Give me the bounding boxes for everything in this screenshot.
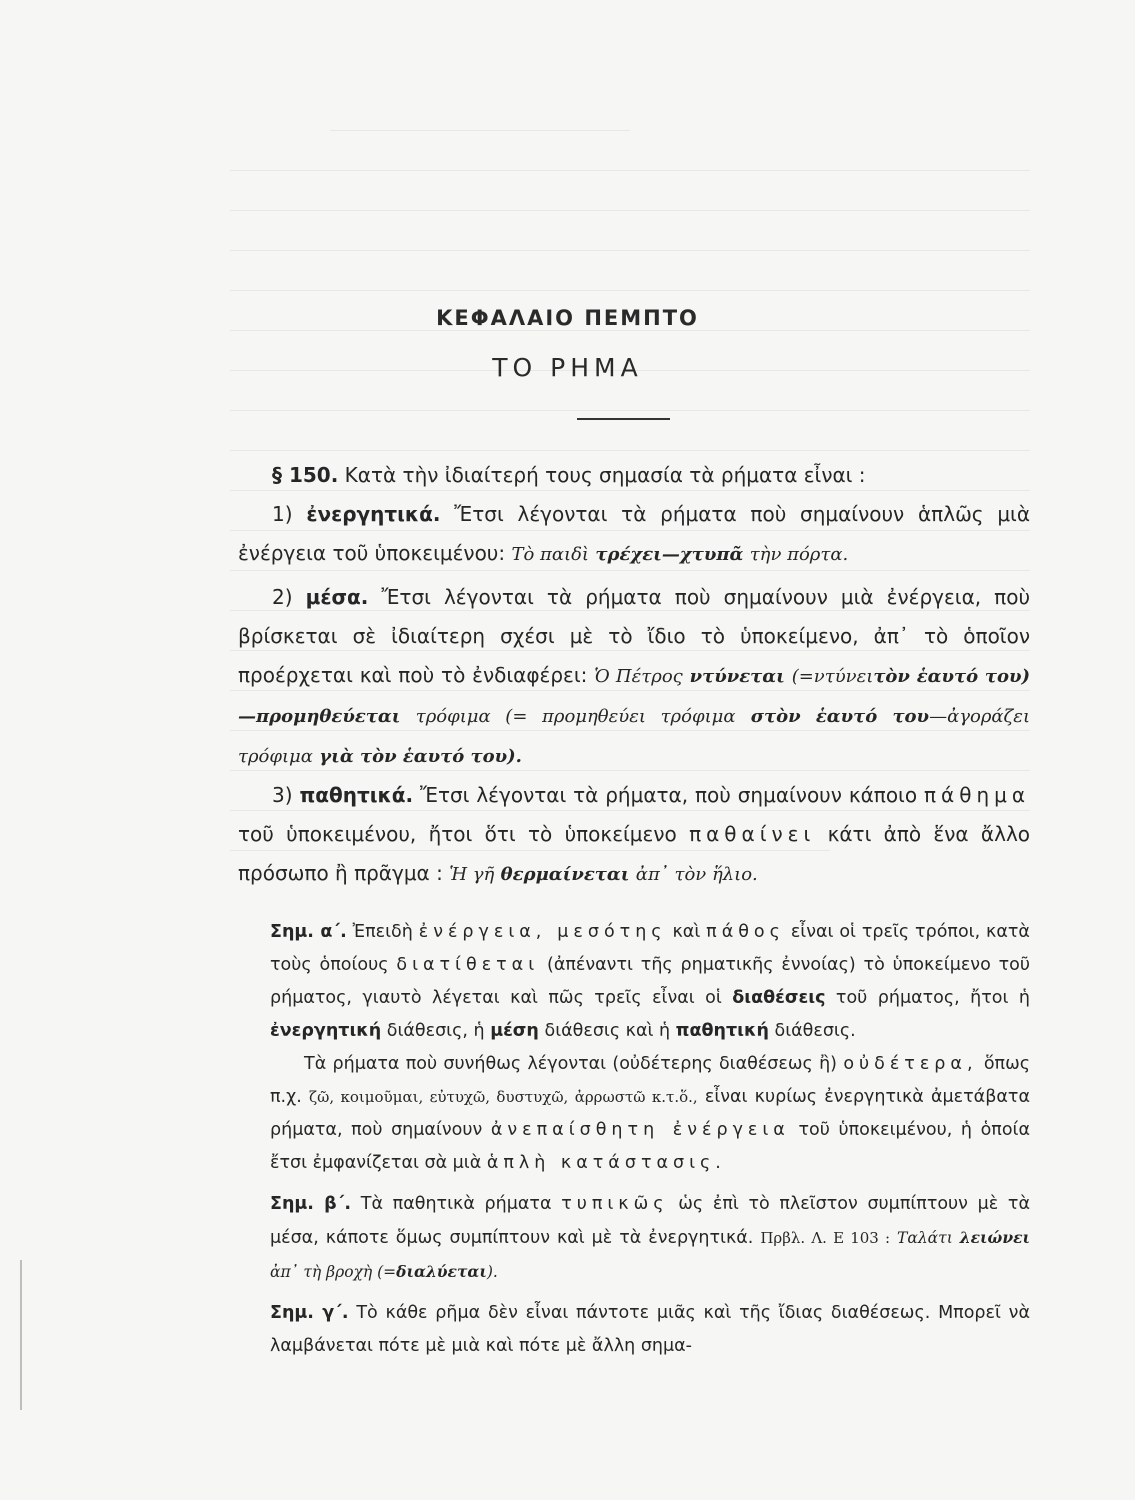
binding-shadow <box>20 1260 22 1410</box>
chapter-title: ΤΟ ΡΗΜΑ <box>492 353 643 382</box>
note-text: Τὸ κάθε ρῆμα δὲν εἶναι πάντοτε μιᾶς καὶ τῆς ἴδιας διαθέσεως. Μπορεῖ νὰ λαμβάνεται πότε μὲ μιὰ καὶ πότε μὲ ἄλλη σημα- <box>270 1303 1030 1356</box>
spaced-term: οὐδέτερα, <box>843 1054 978 1074</box>
item-number: 3) <box>272 783 293 807</box>
item-text: τοῦ ὑποκειμένου, ἤτοι ὅτι τὸ ὑποκείμενο <box>238 822 677 846</box>
spaced-term: πάθος <box>706 922 785 942</box>
example-verb: τρέχει—χτυπᾶ <box>595 544 744 565</box>
note-text: διάθεσις καὶ ἡ <box>544 1021 671 1041</box>
bold-term: μέση <box>490 1021 539 1041</box>
item-text: κάτι ἀπὸ ἕνα ἄλλο πρόσωπο ἢ πρᾶγμα : <box>238 822 1031 885</box>
note-text: τοῦ ρήματος, ἤτοι ἡ <box>835 988 1030 1008</box>
note-text: ὡς ἐπὶ τὸ πλεῖστον συμπίπτουν μὲ τὰ μέσα, κάποτε ὅμως συμπίπτουν καὶ μὲ τὰ ἐνεργητικά. <box>270 1194 1030 1248</box>
chapter-heading: ΚΕΦΑΛΑΙΟ ΠΕΜΠΤΟ <box>436 306 699 330</box>
example-text: Ἡ γῆ <box>449 864 495 885</box>
item-number: 2) <box>272 585 293 609</box>
spaced-term: ἀνεπαίσθητη ἐνέργεια <box>490 1120 790 1140</box>
item-term: ἐνεργητικά. <box>306 502 441 526</box>
example-text: ἀπ᾽ τὴ βροχὴ (= <box>270 1263 397 1281</box>
example-text: Ταλάτι <box>897 1229 953 1247</box>
example-verb: διαλύεται <box>396 1262 487 1281</box>
spaced-term: παθαίνει <box>689 822 816 846</box>
bold-term: διαθέσεις <box>732 988 826 1008</box>
section-number: § 150. <box>272 463 339 487</box>
section-body <box>238 456 1030 894</box>
note-text: εἶναι οἱ τρεῖς τρόποι, κατὰ τοὺς ὁποίους <box>270 922 1030 975</box>
spaced-term: ἐνέργεια, μεσότης <box>418 922 667 942</box>
note-label: Σημ. β΄. <box>270 1194 352 1214</box>
spaced-term: πάθημα <box>923 783 1031 807</box>
item-term: μέσα. <box>305 585 369 609</box>
bold-term: παθητική <box>675 1021 769 1041</box>
example-verb: τὸν ἑαυτό του)—προμηθεύεται <box>238 666 1030 727</box>
item-text: Ἔτσι λέγονται τὰ ρήματα ποὺ σημαίνουν ἁπλῶς μιὰ ἐνέργεια τοῦ ὑποκειμένου: <box>238 502 1031 565</box>
spaced-term: ἁπλὴ κατάστασις. <box>486 1153 726 1173</box>
reference: Πρβλ. Λ. Ε 103 : <box>760 1229 891 1247</box>
note-b <box>270 1188 1030 1289</box>
note-text: Τὰ παθητικὰ ρήματα <box>360 1194 552 1214</box>
note-text: καὶ <box>672 922 701 942</box>
bold-term: ἐνεργητική <box>270 1021 382 1041</box>
spaced-term: τυπικῶς <box>561 1194 669 1214</box>
note-label: Σημ. α΄. <box>270 922 347 942</box>
note-a-continued <box>270 1048 1030 1180</box>
note-label: Σημ. γ΄. <box>270 1303 349 1323</box>
example-text: Ὁ Πέτρος <box>594 666 683 687</box>
title-rule <box>577 418 670 420</box>
example-text: (=ντύνει <box>791 666 874 687</box>
example-verb: θερμαίνεται <box>500 864 630 885</box>
item-middle <box>238 578 1030 776</box>
note-c <box>270 1297 1030 1363</box>
note-a <box>270 916 1030 1048</box>
note-text: εἶναι κυρίως ἐνεργητικὰ ἀμετάβατα ρήματα, ποὺ σημαίνουν <box>270 1087 1030 1140</box>
item-passive <box>238 776 1030 894</box>
example-text: ). <box>486 1263 498 1281</box>
example-text: Τὸ παιδὶ <box>511 544 589 565</box>
item-active <box>238 495 1030 574</box>
spaced-term: διατίθεται <box>396 955 540 975</box>
example-verb: γιὰ τὸν ἑαυτό του). <box>319 746 522 767</box>
example-text: ἀπ᾽ τὸν ἥλιο. <box>635 864 758 885</box>
note-text: ὅπως π.χ. <box>270 1054 1030 1107</box>
item-term: παθητικά. <box>299 783 414 807</box>
example-verb: στὸν ἑαυτό του <box>750 706 930 727</box>
item-text: Ἔτσι λέγονται τὰ ρήματα ποὺ σημαίνουν μιὰ ἐνέργεια, ποὺ βρίσκεται σὲ ἰδιαίτερη σχέσι μὲ τὸ ἴδιο τὸ ὑποκείμενο, ἀπ᾽ τὸ ὁποῖον προέρχεται καὶ ποὺ τὸ ἐνδιαφέρει: <box>238 585 1031 687</box>
note-text: διάθεσις, ἡ <box>386 1021 485 1041</box>
example-verb: ντύνεται <box>689 666 785 687</box>
item-number: 1) <box>272 502 293 526</box>
example-text: τὴν πόρτα. <box>749 544 849 565</box>
note-text: (ἀπέναντι τῆς ρηματικῆς ἐννοίας) τὸ ὑποκείμενο τοῦ ρήματος, γιαυτὸ λέγεται καὶ πῶς τρεῖς εἶναι οἱ <box>270 955 1030 1008</box>
note-text: διάθεσις. <box>774 1021 856 1041</box>
section-intro <box>238 456 1030 495</box>
example-verbs: ζῶ, κοιμοῦμαι, εὐτυχῶ, δυστυχῶ, ἀρρωστῶ κ.τ.ὅ., <box>308 1088 698 1106</box>
item-text: Ἔτσι λέγονται τὰ ρήματα, ποὺ σημαίνουν κάποιο <box>420 783 918 807</box>
note-text: τοῦ ὑποκειμένου, ἡ ὁποία ἔτσι ἐμφανίζεται σὰ μιὰ <box>270 1120 1030 1173</box>
example-text: τρόφιμα (= προμηθεύει τρόφιμα <box>415 706 736 727</box>
example-text: —ἀγοράζει τρόφιμα <box>238 706 1031 767</box>
note-text: Ἐπειδὴ <box>352 922 413 942</box>
example-verb: λειώνει <box>959 1228 1030 1247</box>
notes <box>270 916 1030 1363</box>
section-intro-text: Κατὰ τὴν ἰδιαίτερή τους σημασία τὰ ρήματα εἶναι : <box>344 463 866 487</box>
note-text: Τὰ ρήματα ποὺ συνήθως λέγονται (οὐδέτερης διαθέσεως ἢ) <box>304 1054 837 1074</box>
